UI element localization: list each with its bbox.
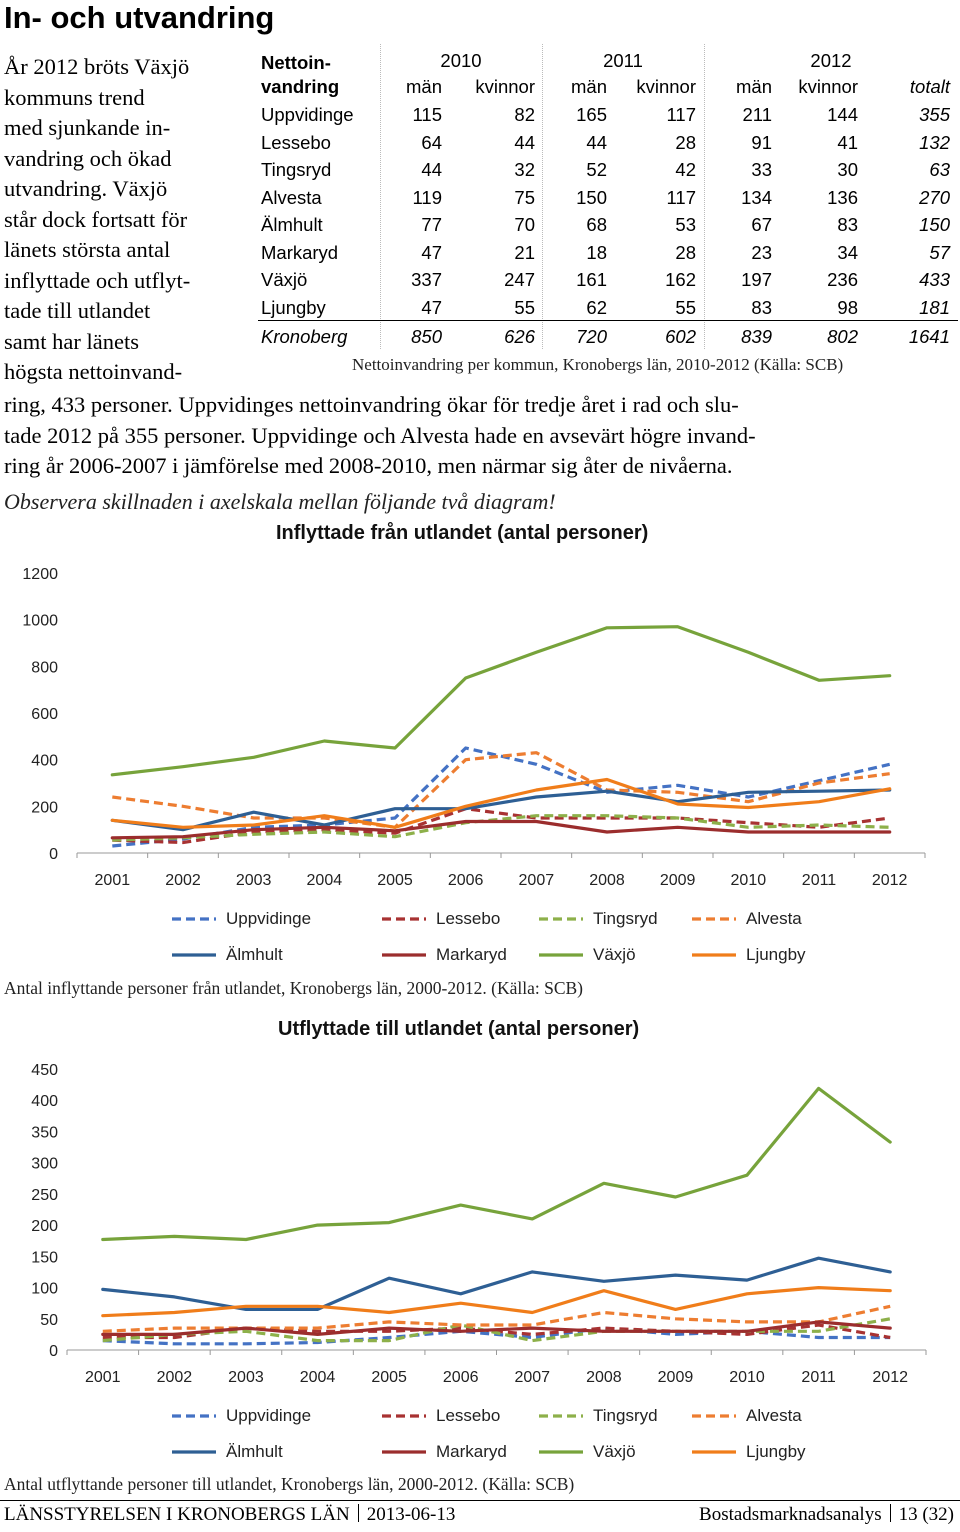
y-tick-label: 250 (31, 1186, 58, 1204)
legend-label: Tingsryd (593, 909, 658, 928)
legend-item (690, 909, 802, 929)
table-cell: 117 (666, 186, 696, 208)
legend-swatch (690, 914, 738, 924)
footer-left (4, 1504, 455, 1526)
series-line-växjö (112, 627, 889, 775)
x-tick-label: 2008 (589, 872, 625, 889)
x-tick-label: 2011 (801, 872, 837, 889)
intro-line: tade 2012 på 355 personer. Uppvidinge och Alvesta hade en avsevärt högre invand- (4, 422, 756, 448)
table-column-header: totalt (909, 76, 950, 97)
legend-item (170, 1442, 283, 1462)
y-tick-label: 50 (40, 1311, 58, 1329)
legend-label: Alvesta (746, 1406, 802, 1425)
table-cell: 30 (837, 159, 858, 180)
y-tick-label: 1000 (22, 612, 58, 630)
intro-line: inflyttade och utflyt- (4, 267, 191, 293)
table-cell: 53 (675, 214, 696, 235)
table-cell: 18 (586, 241, 607, 263)
series-line-älmhult (103, 1258, 890, 1309)
table-cell: 91 (751, 131, 772, 153)
table-cell: 150 (919, 214, 950, 235)
intro-line: högsta nettoinvand- (4, 359, 183, 384)
table-total-cell: 839 (741, 326, 772, 347)
emigration-line-chart (0, 1052, 960, 1392)
legend-swatch (690, 950, 738, 960)
intro-line: samt har länets (4, 328, 139, 354)
table-cell: 70 (514, 214, 535, 235)
table-cell: 55 (675, 296, 696, 318)
legend-label: Alvesta (746, 909, 802, 928)
footer-right (699, 1504, 954, 1526)
table-cell: 162 (665, 269, 696, 290)
table-cell: 55 (514, 296, 535, 318)
footer-separator (358, 1504, 359, 1522)
table-cell: 23 (751, 241, 772, 263)
x-tick-label: 2007 (514, 1369, 551, 1386)
legend-label: Älmhult (226, 1442, 283, 1461)
x-tick-label: 2005 (377, 872, 413, 889)
chart-title-emigration: Utflyttade till utlandet (antal personer) (278, 1018, 640, 1040)
y-tick-label: 150 (31, 1249, 58, 1267)
table-year-header: 2011 (603, 50, 643, 71)
legend-item (690, 1442, 806, 1462)
y-tick-label: 0 (49, 846, 58, 863)
x-tick-label: 2003 (235, 872, 272, 889)
intro-line: kommuns trend (4, 84, 145, 110)
table-cell: 433 (919, 269, 950, 290)
series-line-växjö (103, 1088, 890, 1239)
table-cell: 197 (741, 269, 772, 290)
legend-label: Växjö (593, 1442, 636, 1461)
immigration-line-chart (0, 555, 960, 895)
table-column-header: kvinnor (798, 76, 858, 97)
immigration-chart-caption: Antal inflyttande personer från utlandet, Kronobergs län, 2000-2012. (Källa: SCB) (4, 978, 583, 998)
y-tick-label: 450 (31, 1062, 58, 1079)
y-tick-label: 200 (31, 799, 58, 817)
x-tick-label: 2002 (156, 1369, 193, 1386)
legend-swatch (380, 950, 428, 960)
table-column-header: män (571, 76, 607, 97)
table-cell: 47 (421, 296, 442, 318)
legend-swatch (537, 914, 585, 924)
table-cell: 75 (514, 186, 535, 208)
table-total-cell: 802 (827, 326, 858, 347)
table-row-label: Ljungby (261, 296, 326, 318)
table-cell: 57 (929, 241, 950, 263)
x-tick-label: 2008 (586, 1369, 622, 1386)
table-cell: 67 (751, 214, 772, 235)
legend-item (537, 945, 636, 965)
legend-item (380, 1406, 500, 1426)
y-tick-label: 400 (31, 752, 58, 770)
y-tick-label: 200 (31, 1218, 58, 1236)
legend-label: Markaryd (436, 945, 507, 964)
legend-swatch (170, 1411, 218, 1421)
y-tick-label: 800 (31, 659, 58, 677)
table-corner-header: vandring (261, 76, 340, 97)
table-cell: 83 (837, 214, 858, 235)
y-tick-label: 100 (31, 1280, 58, 1298)
table-cell: 115 (412, 104, 442, 125)
table-row-label: Älmhult (261, 214, 323, 235)
table-cell: 63 (929, 159, 950, 180)
table-cell: 44 (514, 131, 535, 153)
emigration-legend (0, 1402, 960, 1472)
footer-page-number: 13 (32) (898, 1504, 954, 1525)
legend-label: Lessebo (436, 909, 501, 928)
table-cell: 98 (837, 296, 858, 318)
table-year-header: 2010 (440, 50, 482, 71)
table-total-label: Kronoberg (261, 326, 348, 347)
legend-item (537, 909, 658, 929)
chart-title-immigration: Inflyttade från utlandet (antal personer) (276, 522, 649, 544)
x-tick-label: 2003 (228, 1369, 264, 1386)
table-cell: 144 (827, 104, 858, 125)
series-line-ljungby (103, 1288, 890, 1316)
x-tick-label: 2007 (518, 872, 555, 889)
table-column-header: män (406, 76, 442, 97)
intro-line: utvandring. Växjö (4, 176, 168, 201)
x-tick-label: 2004 (299, 1369, 336, 1386)
table-total-cell: 850 (411, 326, 442, 347)
intro-line: ring år 2006-2007 i jämförelse med 2008-2010, men närmar sig åter de nivåerna. (4, 453, 733, 478)
page-footer (0, 1500, 960, 1532)
table-row-label: Markaryd (261, 241, 339, 263)
footer-organization: LÄNSSTYRELSEN I KRONOBERGS LÄN (4, 1504, 350, 1525)
table-cell: 161 (576, 269, 607, 290)
table-row-label: Uppvidinge (261, 104, 354, 125)
legend-label: Lessebo (436, 1406, 501, 1425)
y-tick-label: 1200 (22, 566, 58, 583)
table-year-header: 2012 (810, 50, 852, 71)
emigration-chart-caption: Antal utflyttande personer till utlandet, Kronobergs län, 2000-2012. (Källa: SCB) (4, 1474, 575, 1494)
legend-label: Uppvidinge (226, 1406, 312, 1425)
legend-item (537, 1442, 636, 1462)
table-cell: 211 (742, 104, 772, 125)
table-cell: 42 (675, 159, 696, 180)
table-cell: 236 (827, 269, 858, 290)
table-cell: 150 (576, 186, 607, 208)
legend-swatch (170, 1447, 218, 1457)
intro-line: står dock fortsatt för (4, 206, 188, 232)
table-cell: 165 (576, 104, 607, 125)
y-tick-label: 600 (31, 706, 58, 723)
legend-label: Ljungby (746, 945, 806, 964)
legend-item (690, 945, 806, 965)
x-tick-label: 2011 (801, 1369, 836, 1386)
legend-label: Älmhult (226, 945, 283, 964)
table-cell: 136 (827, 186, 858, 208)
table-row-label: Alvesta (261, 186, 322, 208)
table-cell: 52 (586, 159, 607, 180)
table-column-header: kvinnor (636, 76, 696, 97)
table-total-cell: 626 (504, 326, 535, 347)
intro-line: med sjunkande in- (4, 115, 171, 140)
table-cell: 41 (837, 131, 858, 153)
legend-label: Uppvidinge (226, 909, 312, 928)
legend-label: Tingsryd (593, 1406, 658, 1425)
y-tick-label: 400 (31, 1093, 58, 1111)
x-tick-label: 2012 (871, 872, 908, 889)
legend-label: Ljungby (746, 1442, 806, 1461)
legend-swatch (690, 1411, 738, 1421)
intro-text-column (4, 52, 254, 388)
y-tick-label: 350 (31, 1124, 58, 1142)
immigration-legend (0, 905, 960, 975)
table-row-label: Tingsryd (261, 159, 332, 180)
legend-label: Växjö (593, 945, 636, 964)
legend-swatch (690, 1447, 738, 1457)
table-cell: 44 (586, 131, 607, 153)
table-cell: 47 (421, 241, 442, 263)
x-tick-label: 2010 (729, 1369, 765, 1386)
table-cell: 68 (586, 214, 607, 235)
net-immigration-table (258, 44, 958, 350)
legend-item (537, 1406, 658, 1426)
table-cell: 33 (751, 159, 772, 180)
table-cell: 44 (421, 159, 442, 180)
legend-item (170, 945, 283, 965)
x-tick-label: 2009 (659, 872, 696, 889)
table-cell: 32 (514, 159, 535, 180)
table-total-cell: 720 (576, 326, 607, 347)
intro-line: År 2012 bröts Växjö (4, 54, 190, 79)
table-cell: 355 (919, 104, 950, 125)
table-cell: 119 (412, 186, 442, 208)
legend-item (170, 909, 311, 929)
x-tick-label: 2006 (447, 872, 484, 889)
intro-line: ring, 433 personer. Uppvidinges nettoinvandring ökar för tredje året i rad och slu- (4, 392, 739, 417)
legend-swatch (537, 950, 585, 960)
footer-document-name: Bostadsmarknadsanalys (699, 1504, 882, 1525)
table-cell: 83 (751, 296, 772, 318)
footer-separator (890, 1504, 891, 1522)
intro-text-continued (4, 390, 944, 482)
x-tick-label: 2012 (872, 1369, 909, 1386)
table-column-header: män (736, 76, 772, 97)
table-cell: 270 (919, 186, 950, 208)
legend-item (170, 1406, 311, 1426)
intro-line: vandring och ökad (4, 145, 172, 171)
legend-item (690, 1406, 802, 1426)
table-corner-header: Nettoin- (261, 52, 331, 73)
x-tick-label: 2005 (371, 1369, 407, 1386)
table-cell: 134 (741, 186, 772, 208)
legend-item (380, 1442, 507, 1462)
table-total-rule (258, 320, 958, 321)
x-tick-label: 2001 (94, 872, 131, 889)
x-tick-label: 2002 (165, 872, 201, 889)
legend-swatch (537, 1411, 585, 1421)
footer-date: 2013-06-13 (366, 1504, 456, 1525)
table-cell: 337 (411, 269, 442, 290)
intro-line: länets största antal (4, 237, 171, 262)
table-cell: 117 (666, 104, 696, 125)
axis-scale-note: Observera skillnaden i axelskala mellan följande två diagram! (4, 489, 556, 514)
table-cell: 21 (514, 241, 535, 263)
table-cell: 28 (675, 131, 696, 153)
legend-swatch (380, 1411, 428, 1421)
legend-item (380, 909, 500, 929)
table-cell: 132 (919, 131, 950, 153)
table-cell: 62 (586, 296, 607, 318)
legend-swatch (170, 950, 218, 960)
legend-swatch (537, 1447, 585, 1457)
legend-item (380, 945, 507, 965)
legend-swatch (380, 914, 428, 924)
table-row-label: Lessebo (261, 131, 331, 153)
x-tick-label: 2009 (657, 1369, 694, 1386)
y-tick-label: 300 (31, 1155, 58, 1173)
table-total-cell: 1641 (908, 326, 950, 347)
table-caption: Nettoinvandring per kommun, Kronobergs län, 2010-2012 (Källa: SCB) (352, 355, 844, 374)
x-tick-label: 2006 (442, 1369, 479, 1386)
table-cell: 181 (919, 296, 950, 318)
table-cell: 247 (504, 269, 535, 290)
x-tick-label: 2010 (730, 872, 767, 889)
table-column-header: kvinnor (475, 76, 535, 97)
table-cell: 77 (421, 214, 442, 235)
table-cell: 64 (421, 131, 442, 153)
legend-label: Markaryd (436, 1442, 507, 1461)
table-cell: 82 (514, 104, 535, 125)
table-row-label: Växjö (261, 269, 308, 290)
x-tick-label: 2004 (306, 872, 343, 889)
y-tick-label: 0 (49, 1343, 58, 1360)
table-total-cell: 602 (665, 326, 696, 347)
x-tick-label: 2001 (84, 1369, 121, 1386)
footer-rule (0, 1500, 960, 1501)
intro-line: tade till utlandet (4, 298, 151, 323)
page-title: In- och utvandring (4, 0, 275, 35)
table-cell: 28 (675, 241, 696, 263)
table-cell: 34 (837, 241, 858, 263)
legend-swatch (380, 1447, 428, 1457)
legend-swatch (170, 914, 218, 924)
